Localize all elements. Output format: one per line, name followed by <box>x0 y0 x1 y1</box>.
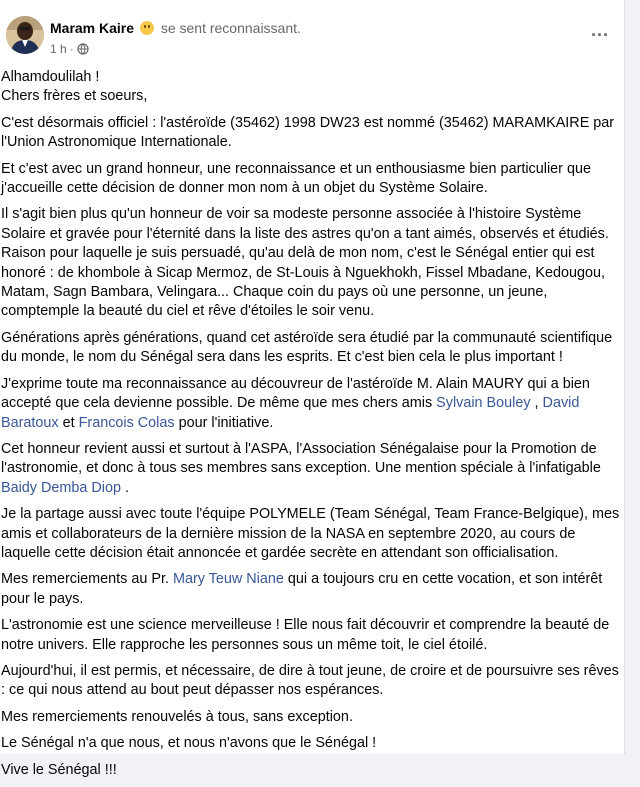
author-line <box>50 20 301 36</box>
mention-link[interactable]: Sylvain Bouley <box>436 395 531 412</box>
paragraph: Il s'agit bien plus qu'un honneur de voir sa modeste personne associée à l'histoire Système Solaire et gravée pour l'éternité dans la liste des astres qu'on a tant aimés, observés et étudiés. Raison pour laquelle je suis persuadé, qu'au delà de mon nom, c'est le Sénégal entier qui est honoré : de khombole à Sicap Mermoz, de St-Louis à Nguekhokh, Fissel Mbadane, Kedougou, Matam, Sagn Bambara, Velingara... Chaque coin du pays où une personne, un jeune, comptemple la beauté du ciel et rêve d'étoiles le soir venu. <box>1 206 609 320</box>
paragraph <box>1 68 621 107</box>
more-options-button[interactable]: ··· <box>591 25 609 45</box>
author-name[interactable]: Maram Kaire <box>50 20 135 36</box>
paragraph: Vive le Sénégal !!! <box>1 761 117 778</box>
paragraph: Aujourd'hui, il est permis, et nécessaire, de dire à tout jeune, de croire et de poursuivre ses rêves : ce qui nous attend au bout peut dépasser nos espérances. <box>1 662 619 699</box>
paragraph <box>1 570 621 609</box>
mention-link[interactable]: Baidy Demba Diop <box>1 479 121 496</box>
paragraph: Et c'est avec un grand honneur, une reconnaissance et un enthousiasme bien particulier que j'accueille cette décision de donner mon nom à un objet du Système Solaire. <box>1 160 591 197</box>
greeting-line: Chers frères et soeurs, <box>1 88 148 105</box>
text-run: J'exprime toute ma reconnaissance au découvreur de l'astéroïde M. Alain MAURY qui a bien accepté que cela devienne possible. De même que mes chers amis <box>1 375 590 412</box>
post-meta <box>50 42 89 56</box>
post-body <box>0 68 621 787</box>
avatar-photo <box>6 16 44 54</box>
meta-separator: · <box>69 42 74 56</box>
paragraph <box>1 375 621 433</box>
text-run: et <box>58 414 79 431</box>
author-avatar[interactable] <box>6 16 44 54</box>
post-header <box>0 0 625 62</box>
globe-icon[interactable] <box>77 43 89 55</box>
greeting-line: Alhamdoulilah ! <box>1 69 100 85</box>
paragraph: Mes remerciements renouvelés à tous, sans exception. <box>1 708 353 725</box>
paragraph: Je la partage aussi avec toute l'équipe POLYMELE (Team Sénégal, Team France-Belgique), mes amis et collaborateurs de la dernière mission de la NASA en septembre 2020, au cours de laquelle cette décision était annoncée et gardée secrète en attendant son officialisation. <box>1 506 620 561</box>
mention-link[interactable]: David Baratoux <box>1 395 580 431</box>
text-run: Cet honneur revient aussi et surtout à l'ASPA, l'Association Sénégalaise pour la Promotion de l'astronomie, et donc à tous ses membres sans exception. Une mention spéciale à l'infatigable <box>1 440 601 477</box>
paragraph: Générations après générations, quand cet astéroïde sera étudié par la communauté scientifique du monde, le nom du Sénégal sera dans les esprits. Et c'est bien cela le plus important ! <box>1 329 613 366</box>
mention-link[interactable]: Mary Teuw Niane <box>172 571 284 588</box>
text-run: , <box>530 395 543 412</box>
feeling-text: se sent reconnaissant. <box>160 20 301 36</box>
paragraph <box>1 440 621 498</box>
paragraph: C'est désormais officiel : l'astéroïde (35462) 1998 DW23 est nommé (35462) MARAMKAIRE par l'Union Astronomique Internationale. <box>1 114 615 151</box>
relieved-face-icon <box>140 21 154 35</box>
text-run: pour l'initiative. <box>174 414 274 431</box>
paragraph: Le Sénégal n'a que nous, et nous n'avons que le Sénégal ! <box>1 735 377 752</box>
text-run: qui a toujours cru en cette vocation, et son intérêt pour le pays. <box>1 571 603 607</box>
paragraph: L'astronomie est une science merveilleuse ! Elle nous fait découvrir et comprendre la beauté de notre univers. Elle rapproche les personnes sous un même toit, le ciel étoilé. <box>1 617 610 653</box>
text-run: Mes remerciements au Pr. <box>1 571 173 588</box>
mention-link[interactable]: Francois Colas <box>78 414 175 431</box>
post-time[interactable]: 1 h <box>50 42 67 56</box>
text-run: . <box>120 479 129 496</box>
